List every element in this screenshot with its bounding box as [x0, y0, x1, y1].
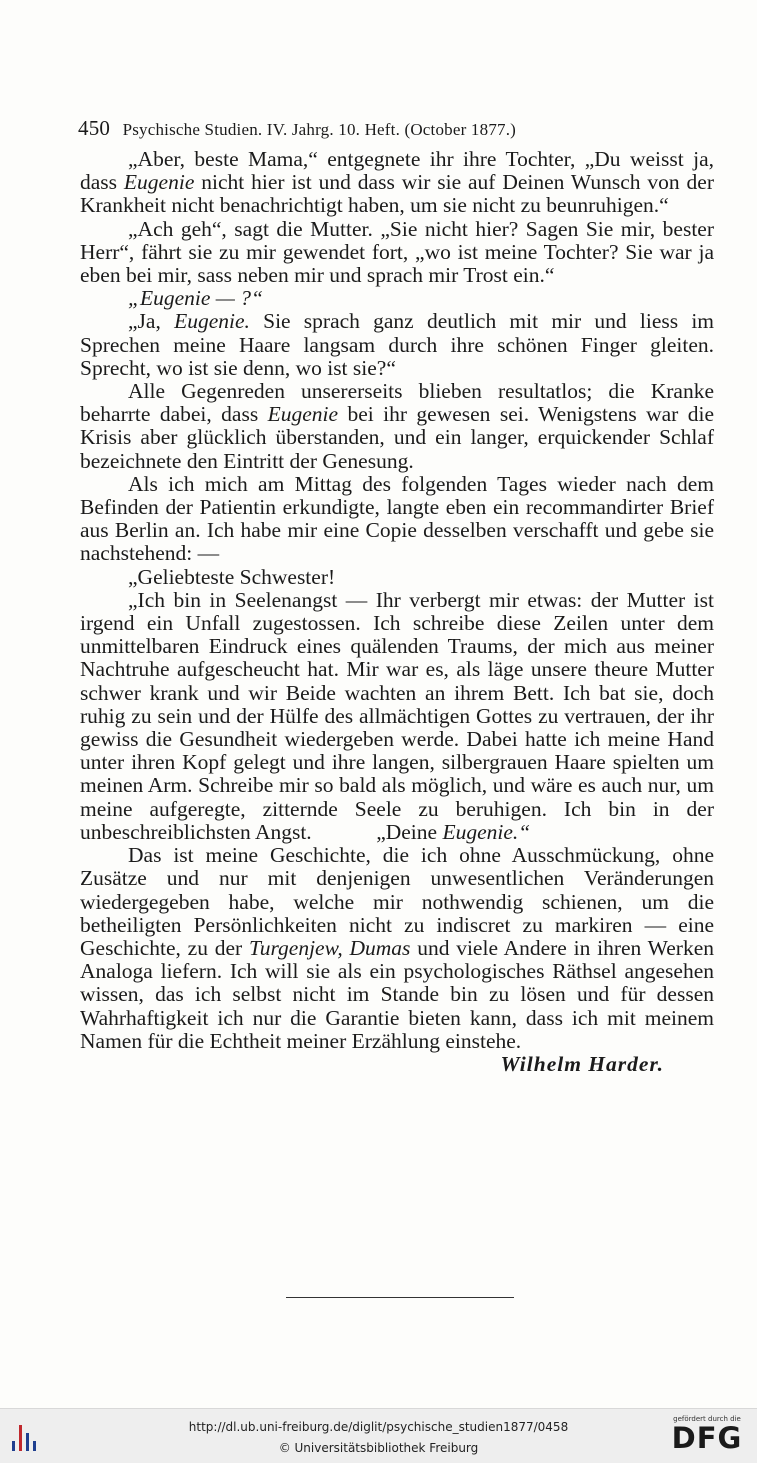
name-eugenie: Eugenie. — [174, 309, 250, 334]
page-number: 450 — [78, 116, 111, 140]
copyright-notice: © Universitätsbibliothek Freiburg — [278, 1441, 479, 1455]
signature: Wilhelm Harder. — [500, 1051, 664, 1076]
paragraph: „Ach geh“, sagt die Mutter. „Sie nicht hier? Sagen Sie mir, bester Herr“, fährt sie zu mir gewendet fort, „wo ist meine Tochter? Sie war ja eben bei mir, sass neben mir und sprach mir Trost ein.“ — [80, 216, 714, 288]
dfg-wordmark: DFG — [671, 1421, 743, 1455]
letter-salutation: „Geliebteste Schwester! — [128, 564, 336, 589]
name-eugenie: Eugenie.“ — [442, 819, 531, 844]
paragraph: „Ja, Eugenie. Sie sprach ganz deutlich mit mir und liess im Sprechen meine Haare langsam durch ihre schönen Finger gleiten. Sprecht, wo ist sie denn, wo ist sie?“ — [80, 309, 715, 380]
dfg-logo — [665, 1415, 749, 1453]
paragraph: „Eugenie — ?“ — [128, 286, 263, 311]
end-rule — [286, 1297, 514, 1298]
name-eugenie: Eugenie — [267, 402, 339, 427]
body-text — [80, 148, 714, 1076]
letter-body: „Ich bin in Seelenangst — Ihr verbergt mir etwas: der Mutter ist irgend ein Unfall zugestossen. Ich schreibe diese Zeilen unter dem unmittelbaren Eindruck eines quälenden Traums, der mich aus meiner Nachtruhe aufgescheucht hat. Mir war es, als läge unsere theure Mutter schwer krank und wir Beide wachten an ihrem Bett. Ich bat sie, doch ruhig zu sein und der Hülfe des allmächtigen Gottes zu vertrauen, der ihr gewiss die Gesundheit wiedergeben werde. Dabei hatte ich meine Hand unter ihren Kopf gelegt und ihre langen, silbergrauen Haare spielten um meinen Arm. Schreibe mir so bald als möglich, und wäre es auch nur, um meine aufgeregte, zitternde Seele zu beruhigen. Ich bin in der unbeschreiblichsten Angst. „Deine Eugenie.“ — [80, 587, 714, 844]
paragraph: Das ist meine Geschichte, die ich ohne Ausschmückung, ohne Zusätze und nur mit denjenigen unwesentlichen Veränderungen wiedergegeben habe, welche mir nothwendig schienen, um die betheiligten Persönlichkeiten nicht zu indiscret zu markiren — eine Geschichte, zu der Turgenjew, Dumas und viele Andere in ihren Werken Analoga liefern. Ich will sie als ein psychologisches Räthsel angesehen wissen, das ich selbst nicht im Stande bin zu lösen und für dessen Wahrhaftigkeit ich nur die Garantie bieten kann, dass ich mit meinem Namen für die Echtheit meiner Erzählung einstehe. Wilhelm Harder. — [80, 843, 714, 1076]
dfg-tagline: gefördert durch die — [673, 1415, 741, 1423]
permalink-url[interactable]: http://dl.ub.uni-freiburg.de/diglit/psychische_studien1877/0458 — [188, 1420, 569, 1434]
footer-bar — [0, 1408, 757, 1463]
paragraph: „Aber, beste Mama,“ entgegnete ihr ihre Tochter, „Du weisst ja, dass Eugenie nicht hier ist und dass wir sie auf Deinen Wunsch von der Krankheit nicht benachrichtigt haben, um sie nicht zu beunruhigen.“ — [80, 147, 714, 218]
paragraph: Alle Gegenreden unsererseits blieben resultatlos; die Kranke beharrte dabei, dass Eugenie bei ihr gewesen sei. Wenigstens war die Krisis aber glücklich überstanden, und ein langer, erquickender Schlaf bezeichnete den Eintritt der Genesung. — [80, 379, 714, 473]
letter-closing: „Deine — [376, 819, 443, 844]
paragraph: Als ich mich am Mittag des folgenden Tages wieder nach dem Befinden der Patientin erkundigte, langte eben ein recommandirter Brief aus Berlin an. Ich habe mir eine Copie desselben verschafft und gebe sie nachstehend: — — [80, 471, 714, 566]
name-eugenie: Eugenie — [123, 170, 195, 195]
running-title: Psychische Studien. IV. Jahrg. 10. Heft. (October 1877.) — [122, 120, 517, 139]
running-header — [78, 116, 718, 141]
names-turgenjew-dumas: Turgenjew, Dumas — [248, 935, 411, 960]
